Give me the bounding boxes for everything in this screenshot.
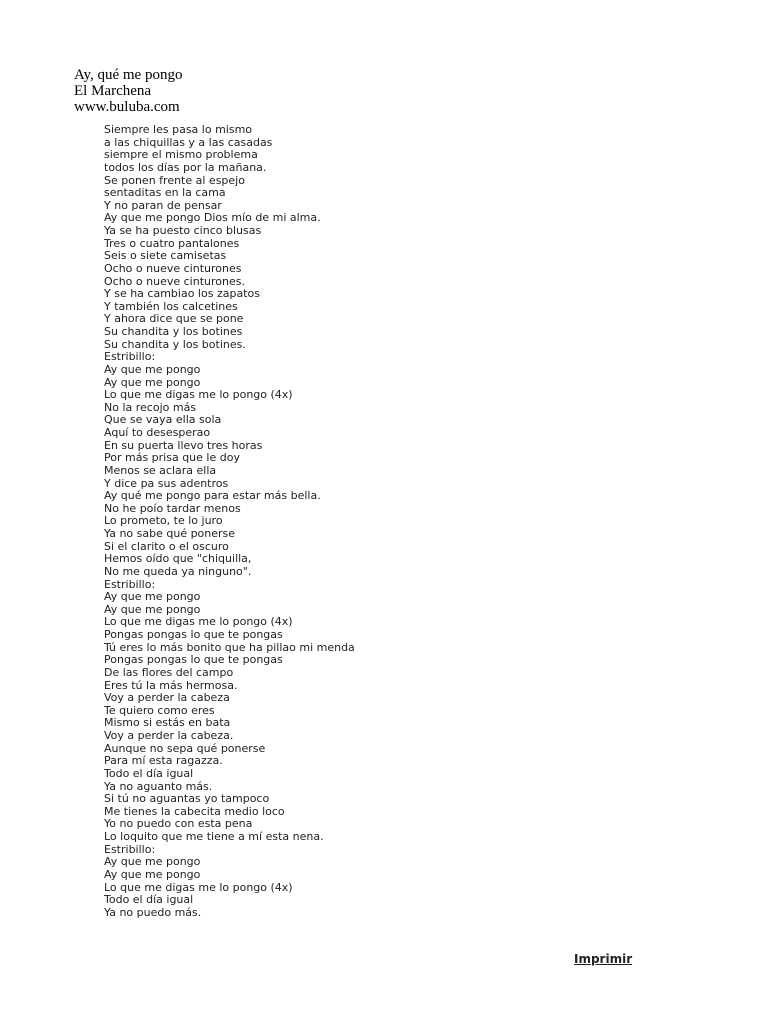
lyric-line: Su chandita y los botines. bbox=[104, 337, 246, 351]
lyric-line: Ay que me pongo bbox=[104, 867, 201, 881]
song-artist: El Marchena bbox=[74, 83, 152, 99]
song-title: Ay, qué me pongo bbox=[74, 67, 183, 83]
lyric-line: Ya no aguanto más. bbox=[104, 779, 213, 793]
print-link[interactable]: Imprimir bbox=[574, 952, 633, 966]
lyric-line: Estribillo: bbox=[104, 842, 156, 856]
lyric-line: Hemos oído que "chiquilla, bbox=[104, 552, 252, 566]
lyric-line: Ya se ha puesto cinco blusas bbox=[104, 224, 262, 237]
lyric-line: Y se ha cambiao los zapatos bbox=[104, 287, 260, 301]
lyric-line: Para mí esta ragazza. bbox=[104, 754, 223, 768]
lyric-line: Mismo si estás en bata bbox=[104, 716, 231, 730]
lyric-line: Ya no puedo más. bbox=[104, 905, 202, 919]
lyric-line: Ya no sabe qué ponerse bbox=[104, 527, 236, 540]
lyric-line: todos los días por la mañana. bbox=[104, 160, 267, 174]
lyric-line: Ocho o nueve cinturones. bbox=[104, 274, 245, 288]
lyric-line: Te quiero como eres bbox=[104, 703, 215, 717]
lyric-line: Ocho o nueve cinturones bbox=[104, 261, 242, 275]
lyric-line: Si tú no aguantas yo tampoco bbox=[104, 792, 270, 806]
lyric-line: Estribillo: bbox=[104, 577, 156, 591]
lyrics-block bbox=[104, 124, 355, 919]
lyric-line: Y no paran de pensar bbox=[104, 198, 222, 212]
lyric-line: Voy a perder la cabeza bbox=[104, 691, 230, 705]
lyric-line: Seis o siete camisetas bbox=[104, 249, 227, 263]
lyric-line: Se ponen frente al espejo bbox=[104, 173, 245, 187]
lyric-line: Aquí to desesperao bbox=[104, 426, 211, 439]
lyric-line: a las chiquillas y a las casadas bbox=[104, 135, 273, 149]
site-url: www.buluba.com bbox=[74, 99, 180, 115]
lyric-line: Lo prometo, te lo juro bbox=[104, 514, 223, 528]
lyric-line: Por más prisa que le doy bbox=[104, 451, 240, 465]
lyric-line: Ay que me pongo bbox=[104, 362, 201, 376]
lyric-line: Menos se aclara ella bbox=[104, 463, 217, 477]
lyric-line: Lo que me digas me lo pongo (4x) bbox=[104, 388, 293, 402]
lyric-line: Ay que me pongo bbox=[104, 602, 201, 616]
lyric-line: Voy a perder la cabeza. bbox=[104, 729, 234, 742]
lyric-line: Pongas pongas lo que te pongas bbox=[104, 628, 283, 641]
lyric-line: siempre el mismo problema bbox=[104, 148, 258, 162]
lyric-line: Me tienes la cabecita medio loco bbox=[104, 804, 285, 818]
lyric-line: Yo no puedo con esta pena bbox=[104, 817, 253, 831]
lyric-line: Tú eres lo más bonito que ha pillao mi menda bbox=[104, 640, 355, 654]
lyric-line: Que se vaya ella sola bbox=[104, 413, 222, 427]
song-header bbox=[74, 67, 182, 115]
lyric-line: Estribillo: bbox=[104, 350, 156, 364]
lyric-line: Todo el día igual bbox=[104, 893, 194, 907]
lyric-line: No la recojo más bbox=[104, 400, 197, 414]
lyric-line: Y dice pa sus adentros bbox=[104, 476, 229, 490]
lyric-line: Ay qué me pongo para estar más bella. bbox=[104, 489, 321, 503]
lyric-line: Su chandita y los botines bbox=[104, 325, 243, 338]
lyric-line: Pongas pongas lo que te pongas bbox=[104, 653, 283, 667]
lyric-line: sentaditas en la cama bbox=[104, 186, 226, 200]
lyric-line: Si el clarito o el oscuro bbox=[104, 539, 229, 553]
lyric-line: Lo loquito que me tiene a mí esta nena. bbox=[104, 830, 324, 843]
lyric-line: Y ahora dice que se pone bbox=[104, 312, 244, 326]
lyric-line: No me queda ya ninguno". bbox=[104, 564, 252, 578]
lyric-line: Ay que me pongo Dios mío de mi alma. bbox=[104, 211, 321, 225]
lyric-line: Y también los calcetines bbox=[104, 299, 238, 313]
lyric-line: Ay que me pongo bbox=[104, 855, 201, 869]
lyric-line: Ay que me pongo bbox=[104, 375, 201, 389]
lyric-line: Aunque no sepa qué ponerse bbox=[104, 741, 266, 755]
lyric-line: Eres tú la más hermosa. bbox=[104, 678, 238, 692]
lyric-line: Lo que me digas me lo pongo (4x) bbox=[104, 880, 293, 894]
lyric-line: Siempre les pasa lo mismo bbox=[104, 123, 253, 136]
lyric-line: Tres o cuatro pantalones bbox=[104, 236, 240, 250]
lyric-line: En su puerta llevo tres horas bbox=[104, 438, 263, 452]
lyric-line: Todo el día igual bbox=[104, 766, 194, 780]
lyric-line: Ay que me pongo bbox=[104, 590, 201, 604]
lyric-line: Lo que me digas me lo pongo (4x) bbox=[104, 615, 293, 629]
lyric-line: De las flores del campo bbox=[104, 665, 234, 679]
lyric-line: No he poío tardar menos bbox=[104, 501, 241, 515]
